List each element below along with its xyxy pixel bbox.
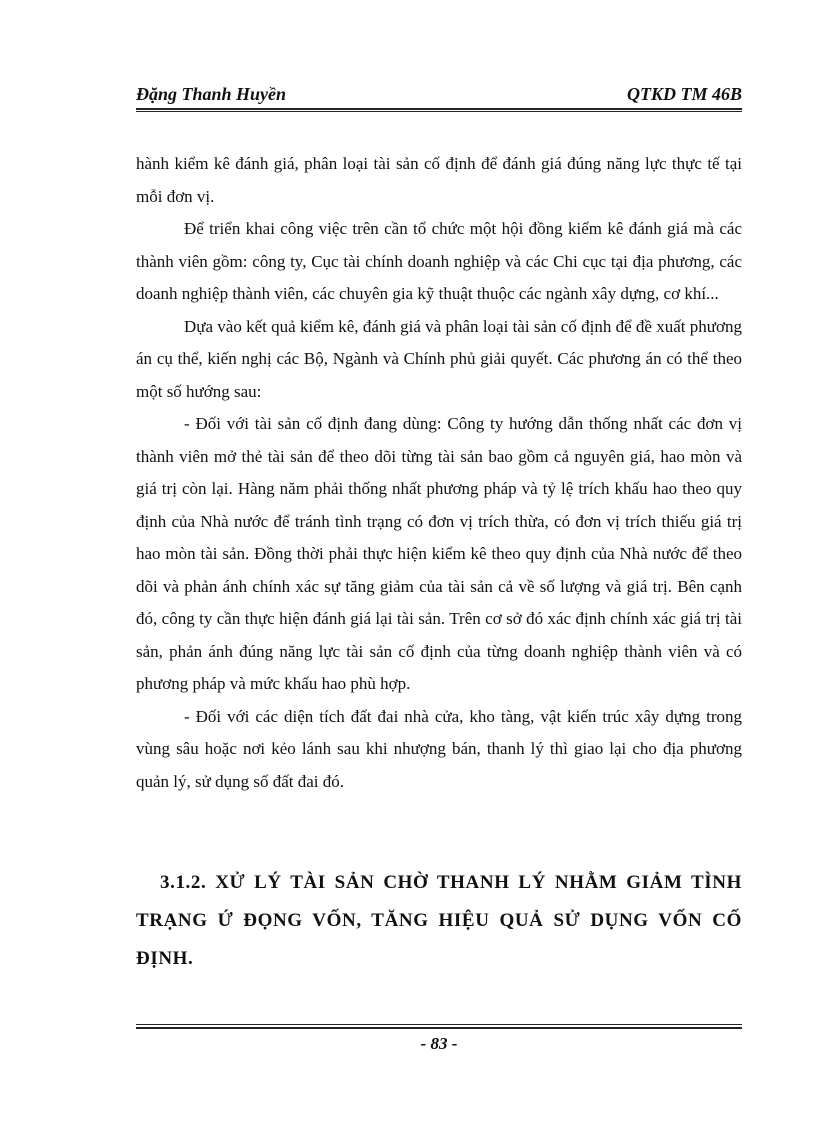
paragraph-5: - Đối với các diện tích đất đai nhà cửa, kho tàng, vật kiến trúc xây dựng trong vùng sâu hoặc nơi kẻo lánh sau khi nhượng bán, thanh lý thì giao lại cho địa phương quản lý, sử dụng số đất đai đó. [136, 706, 742, 791]
header-author: Đặng Thanh Huyền [136, 84, 287, 104]
page-number: - 83 - [420, 1034, 458, 1053]
paragraph-4: - Đối với tài sản cố định đang dùng: Công ty hướng dẫn thống nhất các đơn vị thành viên mở thẻ tài sản để theo dõi từng tài sản bao gồm cả nguyên giá, hao mòn và giá trị còn lại. Hàng năm phải thống nhất phương pháp và tỷ lệ trích khấu hao theo quy định của Nhà nước để tránh tình trạng có đơn vị trích thừa, có đơn vị trích thiếu giá trị hao mòn tài sản. Đồng thời phải thực hiện kiểm kê theo quy định của Nhà nước để theo dõi và phản ánh chính xác sự tăng giảm của tài sản cả về số lượng và giá trị. Bên cạnh đó, công ty cần thực hiện đánh giá lại tài sản. Trên cơ sở đó xác định chính xác giá trị tài sản, phản ánh đúng năng lực tài sản cố định của từng doanh nghiệp thành viên và có phương pháp và mức khấu hao phù hợp. [136, 414, 742, 693]
paragraph-1: hành kiểm kê đánh giá, phân loại tài sản cố định để đánh giá đúng năng lực thực tế tại mỗi đơn vị. [136, 154, 742, 206]
paragraph-2: Để triển khai công việc trên cần tổ chức một hội đồng kiểm kê đánh giá mà các thành viên gồm: công ty, Cục tài chính doanh nghiệp và các Chi cục tại địa phương, các doanh nghiệp thành viên, các chuyên gia kỹ thuật thuộc các ngành xây dựng, cơ khí... [136, 219, 742, 303]
body-text [136, 148, 742, 798]
header-class-code: QTKD TM 46B [626, 84, 742, 104]
page-header [136, 82, 742, 110]
header-divider [136, 108, 742, 112]
footer-divider [136, 1024, 742, 1029]
section-heading: 3.1.2. XỬ LÝ TÀI SẢN CHỜ THANH LÝ NHẰM GIẢM TÌNH TRẠNG Ứ ĐỌNG VỐN, TĂNG HIỆU QUẢ SỬ DỤNG VỐN CỐ ĐỊNH. [136, 872, 742, 969]
paragraph-3: Dựa vào kết quả kiểm kê, đánh giá và phân loại tài sản cố định để đề xuất phương án cụ thể, kiến nghị các Bộ, Ngành và Chính phủ giải quyết. Các phương án có thể theo một số hướng sau: [136, 316, 742, 401]
